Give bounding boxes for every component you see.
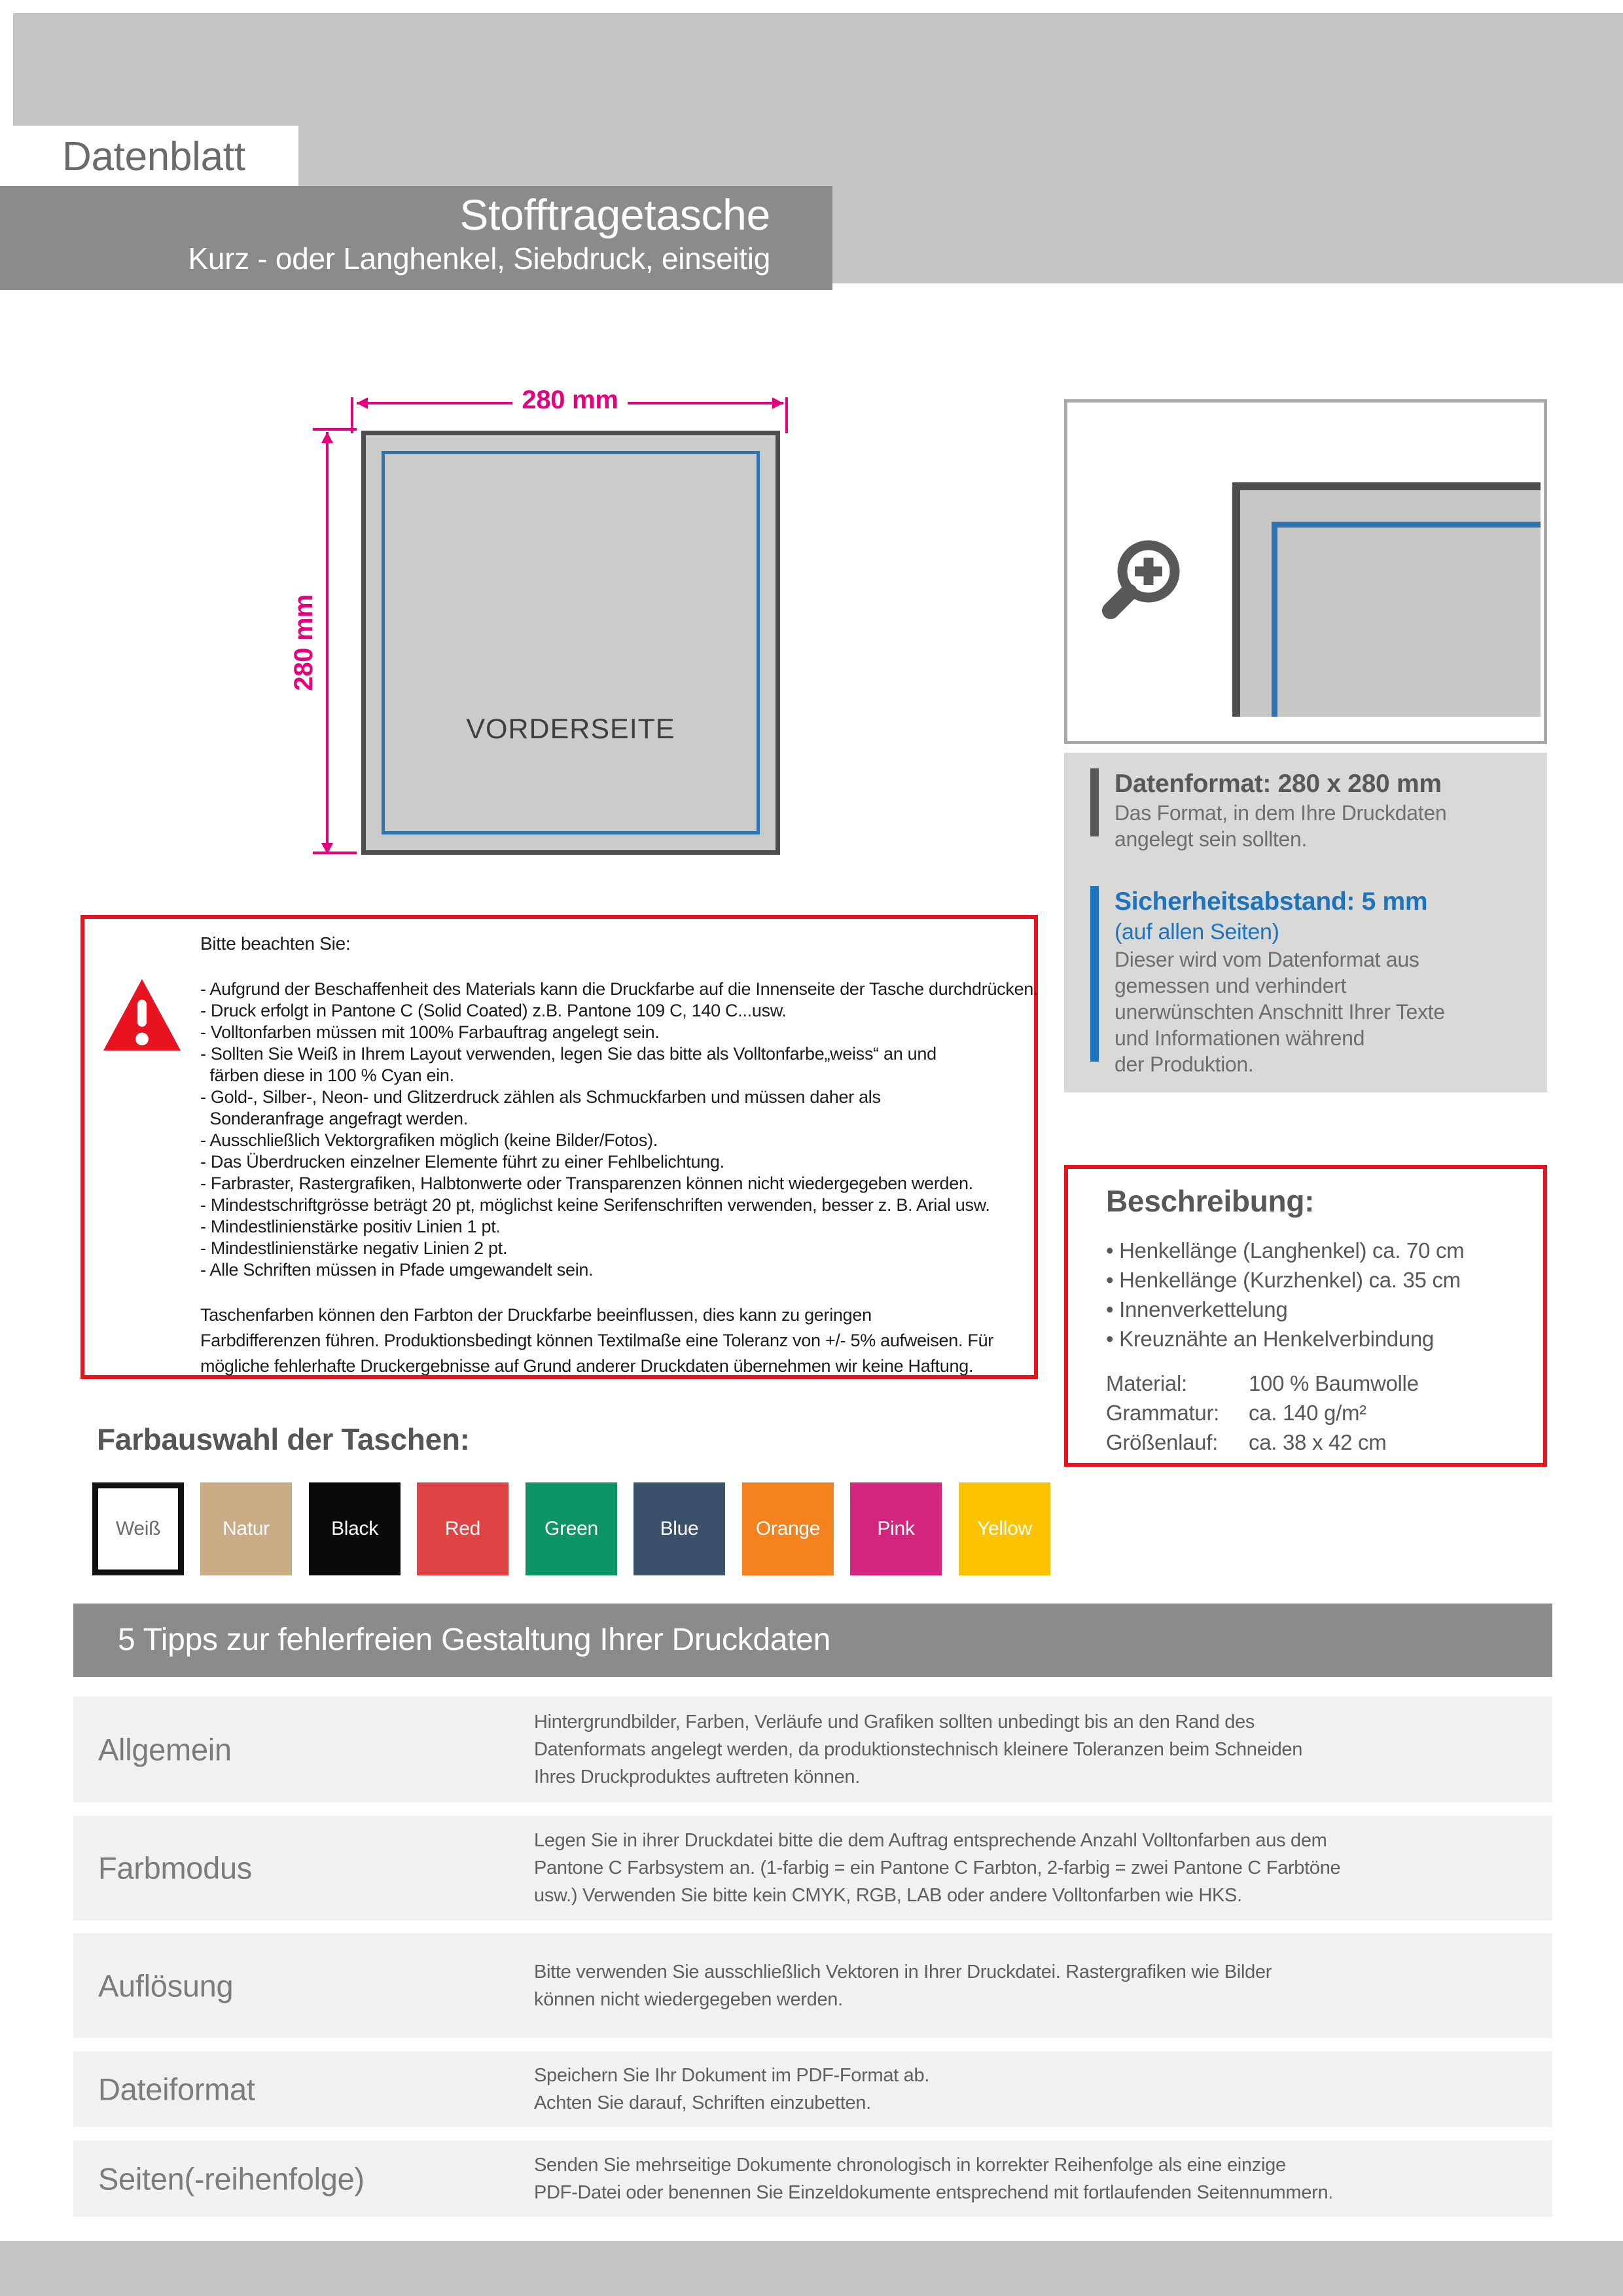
width-dimension-label: 280 mm — [357, 386, 783, 415]
notice-item: - Aufgrund der Beschaffenheit des Materials kann die Druckfarbe auf die Innenseite der Tasche durchdrücken. — [200, 979, 1039, 999]
tip-label: Farbmodus — [98, 1850, 253, 1886]
description-bullet: • Innenverkettelung — [1106, 1295, 1464, 1324]
swatch-yellow — [959, 1482, 1050, 1575]
tips-header-bar — [73, 1604, 1552, 1677]
notice-item: - Das Überdrucken einzelner Elemente führt zu einer Fehlbelichtung. — [200, 1152, 724, 1172]
front-format-square — [361, 431, 780, 855]
safety-accent-bar — [1090, 886, 1099, 1062]
product-subtitle: Kurz - oder Langhenkel, Siebdruck, einseitig — [188, 242, 770, 276]
safety-block: Sicherheitsabstand: 5 mm (auf allen Seiten) Dieser wird vom Datenformat aus gemessen und verhindert unerwünschten Anschnitt Ihrer Texte und Informationen während der Produktion. — [1090, 886, 1445, 1077]
swatch-red — [417, 1482, 508, 1575]
height-dimension-tick-top — [313, 428, 357, 431]
tip-row-seitenreihenfolge — [73, 2140, 1552, 2217]
notice-item: färben diese in 100 % Cyan ein. — [200, 1066, 454, 1085]
spec-label: Material: — [1106, 1371, 1187, 1395]
width-dimension-tick-right — [785, 397, 788, 433]
tip-text: Senden Sie mehrseitige Dokumente chronologisch in korrekter Reihenfolge als eine einzige PDF-Datei oder benennen Sie Einzeldokumente entsprechend mit fortlaufenden Seitennummern. — [534, 2154, 1334, 2203]
swatch-label: Orange — [755, 1518, 821, 1539]
swatch-black — [309, 1482, 401, 1575]
spec-label: Größenlauf: — [1106, 1430, 1218, 1454]
height-dimension-label: 280 mm — [289, 577, 315, 708]
notice-item: - Volltonfarben müssen mit 100% Farbauftrag angelegt sein. — [200, 1022, 660, 1042]
notice-item: - Sollten Sie Weiß in Ihrem Layout verwenden, legen Sie das bitte als Volltonfarbe„weiss“ an und — [200, 1044, 936, 1064]
dataformat-block: Datenformat: 280 x 280 mm Das Format, in dem Ihre Druckdaten angelegt sein sollten. — [1090, 768, 1446, 852]
warning-triangle-icon — [100, 975, 184, 1055]
notice-item: Sonderanfrage angefragt werden. — [200, 1109, 468, 1128]
description-bullet-list — [1106, 1236, 1464, 1354]
swatch-pink — [850, 1482, 942, 1575]
format-info-panel — [1064, 753, 1547, 1092]
footer-bar — [0, 2241, 1623, 2296]
colors-section-title: Farbauswahl der Taschen: — [97, 1422, 470, 1456]
notice-item-list — [200, 978, 1038, 1281]
notice-paragraph: Taschenfarben können den Farbton der Druckfarbe beeinflussen, dies kann zu geringen Farbdifferenzen führen. Produktionsbedingt können Textilmaße eine Toleranz von +/- 5% aufweisen. Für mögliche fehlerhafte Druckergebnisse auf Grund anderer Druckdaten übernehmen wir keine Haftung. — [200, 1305, 993, 1376]
tip-label: Dateiformat — [98, 2072, 255, 2107]
swatch-green — [526, 1482, 617, 1575]
description-bullet: • Henkellänge (Kurzhenkel) ca. 35 cm — [1106, 1265, 1464, 1295]
height-dimension-line — [326, 432, 329, 854]
description-box — [1064, 1165, 1547, 1467]
page-title-bar — [0, 186, 832, 290]
spec-row — [1106, 1427, 1419, 1457]
safety-subtitle: (auf allen Seiten) — [1115, 920, 1279, 944]
dataformat-accent-bar — [1090, 768, 1099, 836]
spec-value: ca. 140 g/m² — [1249, 1401, 1366, 1425]
tip-row-allgemein — [73, 1696, 1552, 1803]
description-bullet: • Kreuznähte an Henkelverbindung — [1106, 1324, 1464, 1354]
swatch-label: Weiß — [115, 1518, 161, 1539]
swatch-label: Black — [331, 1518, 378, 1539]
product-title: Stofftragetasche — [459, 190, 770, 239]
safety-title: Sicherheitsabstand: 5 mm — [1115, 888, 1428, 916]
notice-item: - Farbraster, Rastergrafiken, Halbtonwerte oder Transparenzen können nicht wiedergegeben werden. — [200, 1174, 973, 1193]
notice-item: - Gold-, Silber-, Neon- und Glitzerdruck zählen als Schmuckfarben und müssen daher als — [200, 1087, 881, 1107]
swatch-label: Red — [444, 1518, 481, 1539]
safety-margin-rect — [382, 451, 760, 834]
spec-value: 100 % Baumwolle — [1249, 1371, 1419, 1395]
tip-label: Seiten(-reihenfolge) — [98, 2161, 365, 2196]
dataformat-title: Datenformat: 280 x 280 mm — [1115, 770, 1442, 798]
corner-zoom-preview — [1232, 482, 1541, 717]
arrow-down-icon — [321, 843, 333, 854]
notice-item: - Mindestschriftgrösse beträgt 20 pt, möglichst keine Serifenschriften verwenden, besser z. B. Arial usw. — [200, 1195, 990, 1215]
notice-item: - Mindestlinienstärke positiv Linien 1 pt. — [200, 1217, 501, 1236]
front-side-label: VORDERSEITE — [466, 713, 675, 745]
tip-text: Speichern Sie Ihr Dokument im PDF-Format ab. Achten Sie darauf, Schriften einzubetten. — [534, 2065, 930, 2113]
swatch-label: Natur — [223, 1518, 270, 1539]
tip-label: Auflösung — [98, 1968, 234, 2003]
notice-title: Bitte beachten Sie: — [200, 933, 351, 954]
swatch-natur — [200, 1482, 292, 1575]
spec-row — [1106, 1398, 1419, 1427]
spec-row — [1106, 1369, 1419, 1398]
swatch-label: Green — [544, 1518, 598, 1539]
tip-row-aufloesung — [73, 1933, 1552, 2038]
height-dimension-tick-bottom — [313, 852, 357, 854]
tip-row-farbmodus — [73, 1816, 1552, 1920]
spec-label: Grammatur: — [1106, 1401, 1220, 1425]
swatch-orange — [742, 1482, 834, 1575]
swatch-label: Yellow — [977, 1518, 1032, 1539]
notice-item: - Ausschließlich Vektorgrafiken möglich (keine Bilder/Fotos). — [200, 1130, 658, 1150]
tips-title: 5 Tipps zur fehlerfreien Gestaltung Ihrer Druckdaten — [118, 1623, 830, 1657]
safety-line-horizontal — [1272, 522, 1541, 528]
safety-line-vertical — [1272, 522, 1277, 717]
magnifier-plus-icon — [1097, 533, 1189, 625]
spec-list — [1106, 1369, 1419, 1457]
notice-item: - Alle Schriften müssen in Pfade umgewandelt sein. — [200, 1260, 594, 1280]
notice-item: - Druck erfolgt in Pantone C (Solid Coated) z.B. Pantone 109 C, 140 C...usw. — [200, 1001, 787, 1020]
swatch-label: Blue — [660, 1518, 699, 1539]
datenblatt-box — [0, 126, 298, 187]
tip-text: Legen Sie in ihrer Druckdatei bitte die dem Auftrag entsprechende Anzahl Volltonfarben aus dem Pantone C Farbsystem an. (1-farbig = ein Pantone C Farbton, 2-farbig = zwei Pantone C Farbtöne usw.) Verwenden Sie bitte kein CMYK, RGB, LAB oder andere Volltonfarben wie HKS. — [534, 1830, 1341, 1906]
tip-text: Hintergrundbilder, Farben, Verläufe und Grafiken sollten unbedingt bis an den Rand des Datenformats angelegt werden, da produktionstechnisch kleinere Toleranzen beim Schneiden Ihres Druckproduktes auftreten können. — [534, 1712, 1303, 1787]
swatch-blue — [633, 1482, 725, 1575]
spec-value: ca. 38 x 42 cm — [1249, 1430, 1387, 1454]
tip-row-dateiformat — [73, 2051, 1552, 2127]
description-bullet: • Henkellänge (Langhenkel) ca. 70 cm — [1106, 1236, 1464, 1265]
tip-label: Allgemein — [98, 1732, 232, 1767]
description-title: Beschreibung: — [1106, 1184, 1315, 1218]
notice-item: - Mindestlinienstärke negativ Linien 2 pt. — [200, 1238, 508, 1258]
arrow-up-icon — [321, 432, 333, 443]
swatch-label: Pink — [877, 1518, 915, 1539]
datenblatt-label: Datenblatt — [62, 134, 245, 179]
tip-text: Bitte verwenden Sie ausschließlich Vektoren in Ihrer Druckdatei. Rastergrafiken wie Bilder können nicht wiedergegeben werden. — [534, 1962, 1272, 2010]
notice-box — [80, 915, 1038, 1379]
zoom-detail-panel — [1064, 399, 1547, 744]
swatch-weiss — [92, 1482, 184, 1575]
